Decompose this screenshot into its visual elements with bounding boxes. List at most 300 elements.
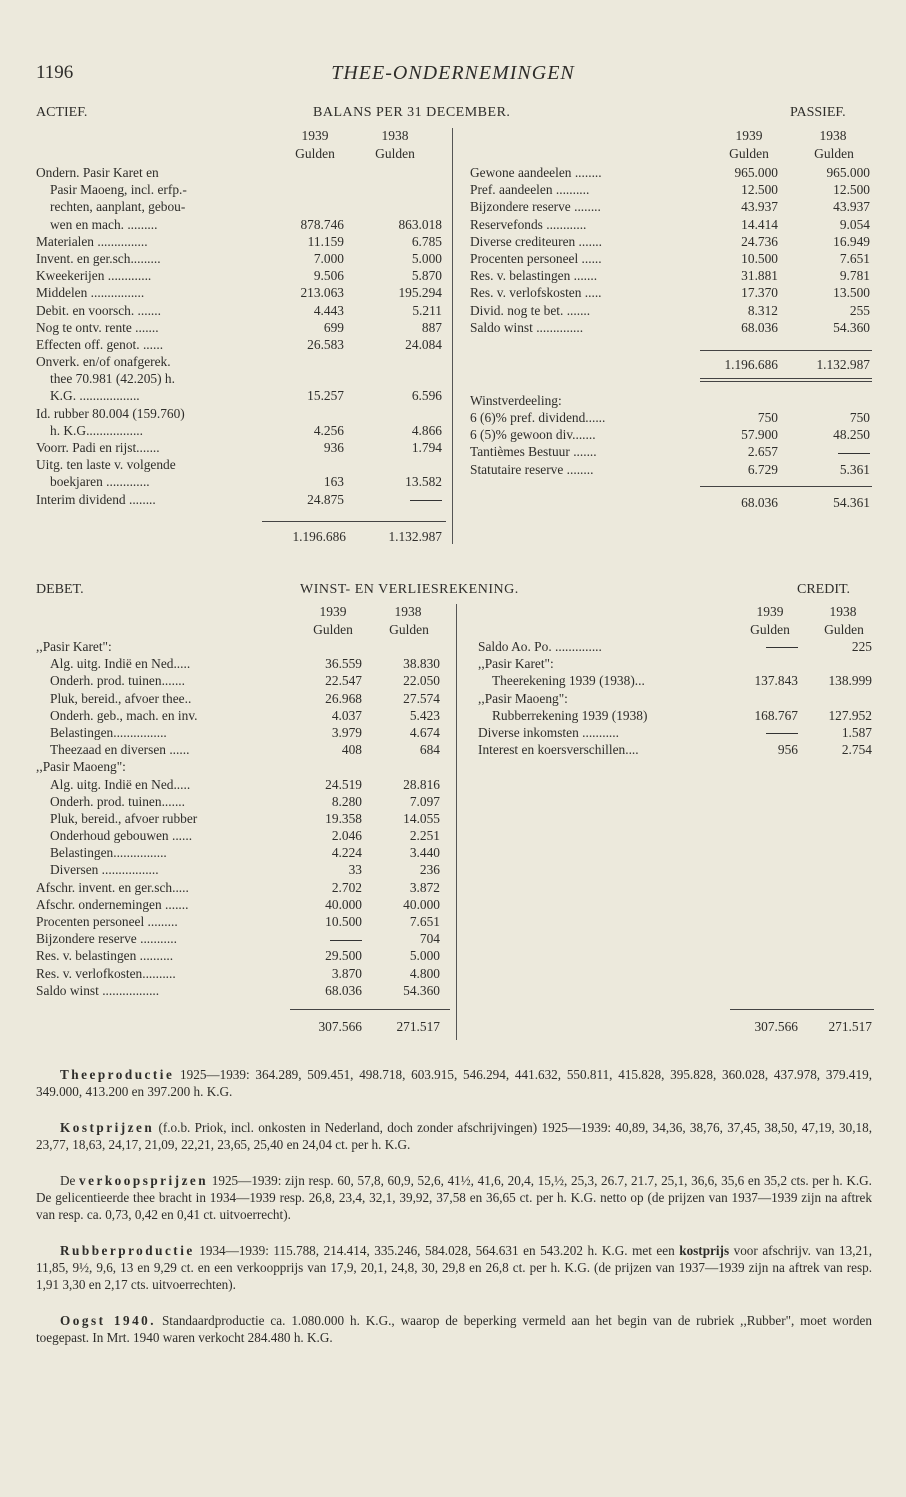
paragraph-verkoopsprijzen (36, 1172, 872, 1223)
value-1938: 9.054 (839, 216, 870, 232)
wv-debet-unit-1938: Gulden (389, 622, 429, 637)
value-1939: 956 (777, 742, 798, 758)
value-1938: 40.000 (403, 896, 440, 912)
passief-total-rule (700, 350, 872, 351)
value-1938: 138.999 (828, 673, 872, 689)
value-1938 (786, 443, 870, 460)
passief-list-row (470, 181, 880, 198)
debet-list-row (36, 930, 446, 947)
value-1938: 5.361 (839, 461, 870, 477)
balans-passief-year-1939: 1939 (735, 128, 763, 143)
actief-total-1939: 1.196.686 (292, 529, 346, 544)
value-1939: 57.900 (741, 427, 778, 443)
credit-total-rule (730, 1009, 874, 1010)
actief-list-row (36, 267, 446, 284)
value-1938: 54.360 (833, 319, 870, 335)
passief-total-row (470, 356, 880, 373)
row-label: Onderh. geb., mach. en inv. (50, 707, 198, 723)
credit-list-row (478, 741, 888, 758)
value-1938: 5.000 (411, 250, 442, 266)
value-1939: 15.257 (307, 388, 344, 404)
passief-list (470, 164, 880, 336)
passief-total-1939: 1.196.686 (724, 357, 778, 372)
wv-credit-unit-1938: Gulden (824, 622, 864, 637)
passief-list-row (470, 233, 880, 250)
value-1938: 2.754 (841, 742, 872, 758)
balans-passief-heading: PASSIEF. (790, 105, 846, 120)
lead-verkoopsprijzen: verkoopsprijzen (79, 1173, 209, 1188)
passief-list-row (470, 267, 880, 284)
balans-actief-unit-1938: Gulden (375, 146, 415, 161)
row-label: Gewone aandeelen ........ (470, 165, 602, 180)
balans-actief-heading: ACTIEF. (36, 105, 88, 120)
actief-list-row (36, 405, 446, 422)
value-1938: 7.651 (409, 914, 440, 929)
row-label: Procenten personeel ......... (36, 914, 178, 929)
paragraph-kostprijzen (36, 1119, 872, 1153)
value-1939: 2.702 (331, 879, 362, 895)
value-1939: 2.046 (331, 828, 362, 844)
row-label: Pasir Maoeng, incl. erfp.- (50, 182, 187, 198)
row-label: boekjaren ............. (50, 474, 150, 490)
value-1939: 6.729 (747, 461, 778, 477)
credit-total-1939: 307.566 (754, 1019, 798, 1034)
row-label: Uitg. ten laste v. volgende (36, 457, 176, 473)
value-1939: 10.500 (325, 914, 362, 929)
passief-list-row (470, 164, 880, 181)
row-label: Reservefonds ............ (470, 216, 587, 232)
value-1938: 6.596 (411, 388, 442, 404)
actief-list-row (36, 250, 446, 267)
row-label: Divid. nog te bet. ....... (470, 302, 591, 318)
value-1939: 9.506 (313, 268, 344, 284)
debet-list-row (36, 827, 446, 844)
value-1938: 22.050 (403, 673, 440, 689)
value-1939: 4.443 (313, 302, 344, 318)
value-1938: 195.294 (398, 285, 442, 301)
debet-list-row (36, 776, 446, 793)
winstverdeeling-total-row (470, 494, 880, 511)
actief-list-row (36, 439, 446, 456)
value-1938: 6.785 (411, 233, 442, 249)
row-label: Alg. uitg. Indië en Ned..... (50, 776, 191, 792)
value-1938: 38.830 (403, 656, 440, 672)
value-1939: 3.870 (331, 965, 362, 981)
row-label: Onderh. prod. tuinen....... (50, 793, 185, 809)
value-1939: 2.657 (747, 444, 778, 460)
row-label: Materialen ............... (36, 233, 148, 249)
value-1939: 8.312 (747, 302, 778, 318)
value-1938 (358, 491, 442, 508)
row-label: Ondern. Pasir Karet en (36, 165, 159, 180)
row-label: K.G. .................. (50, 388, 140, 404)
value-1938: 255 (849, 302, 870, 318)
passief-list-row (470, 216, 880, 233)
row-label: Saldo Ao. Po. .............. (478, 639, 602, 654)
row-label: Diversen ................. (50, 862, 159, 878)
row-label: Procenten personeel ...... (470, 250, 602, 266)
actief-list (36, 164, 446, 508)
balans-passief-unit-1939: Gulden (729, 146, 769, 161)
row-label: Kweekerijen ............. (36, 268, 152, 284)
actief-list-row (36, 164, 446, 181)
credit-total-1938: 271.517 (828, 1019, 872, 1034)
wv-credit-unit-1939: Gulden (750, 622, 790, 637)
actief-list-row (36, 216, 446, 233)
debet-list-row (36, 793, 446, 810)
value-1939: 4.037 (331, 707, 362, 723)
credit-list-row (478, 638, 888, 655)
row-label: Afschr. ondernemingen ....... (36, 896, 189, 912)
winstverdeeling-list-row (470, 443, 880, 460)
credit-list-row (478, 724, 888, 741)
nil-dash (838, 453, 870, 454)
passief-list-row (470, 302, 880, 319)
actief-list-row (36, 233, 446, 250)
actief-list-row (36, 302, 446, 319)
value-1938: 27.574 (403, 690, 440, 706)
pre-verkoopsprijzen: De (60, 1173, 80, 1188)
row-label: Bijzondere reserve ........... (36, 931, 177, 947)
value-1938: 225 (851, 639, 872, 654)
debet-list-row (36, 861, 446, 878)
text-theeproductie: 1925—1939: 364.289, 509.451, 498.718, 603.915, 546.294, 441.632, 550.811, 415.828, 395.828, 360.028, 437.978, 379.419, 349.000, 413.200 en 397.200 h. K.G. (36, 1067, 872, 1099)
row-label: Belastingen................ (50, 845, 167, 861)
debet-list (36, 638, 446, 999)
value-1939: 408 (341, 742, 362, 758)
row-label: Interim dividend ........ (36, 491, 156, 507)
debet-list-row (36, 879, 446, 896)
wv-debet-year-1939: 1939 (319, 604, 347, 619)
running-title: THEE-ONDERNEMINGEN (331, 62, 575, 84)
value-1939: 3.979 (331, 724, 362, 740)
passief-double-rule-2 (700, 381, 872, 382)
wv-debet-year-1938: 1938 (394, 604, 422, 619)
wv-debet-heading: DEBET. (36, 582, 84, 597)
row-label: 6 (6)% pref. dividend...... (470, 410, 606, 425)
value-1939: 878.746 (300, 216, 344, 232)
row-label: Middelen ................ (36, 285, 145, 301)
winstverdeeling-list (470, 409, 880, 478)
value-1938: 3.872 (409, 879, 440, 895)
paragraph-rubberproductie (36, 1242, 872, 1293)
wv-credit-heading: CREDIT. (797, 582, 851, 597)
actief-list-row (36, 387, 446, 404)
value-1939: 22.547 (325, 673, 362, 689)
value-1938: 9.781 (839, 268, 870, 284)
value-1939: 7.000 (313, 250, 344, 266)
row-label: wen en mach. ......... (50, 216, 158, 232)
row-label: Theezaad en diversen ...... (50, 742, 190, 758)
row-label: Res. v. belastingen .......... (36, 948, 174, 964)
value-1938: 704 (419, 931, 440, 947)
row-label: Diverse inkomsten ........... (478, 724, 619, 740)
debet-list-row (36, 672, 446, 689)
row-label: thee 70.981 (42.205) h. (50, 371, 175, 387)
actief-list-row (36, 456, 446, 473)
row-label: Bijzondere reserve ........ (470, 199, 601, 215)
value-1939: 26.968 (325, 690, 362, 706)
row-label: Invent. en ger.sch......... (36, 250, 161, 266)
value-1938: 5.870 (411, 268, 442, 284)
value-1939: 12.500 (741, 182, 778, 198)
row-label: Diverse crediteuren ....... (470, 233, 602, 249)
winstverdeeling-total-1939: 68.036 (741, 495, 778, 510)
credit-list-row (478, 672, 888, 689)
value-1939 (714, 638, 798, 655)
text-rubberproductie: 1934—1939: 115.788, 214.414, 335.246, 584.028, 564.631 en 543.202 h. K.G. met een (194, 1243, 680, 1258)
wv-divider (456, 604, 457, 1040)
actief-total-row (36, 528, 446, 545)
debet-list-row (36, 758, 446, 775)
actief-list-row (36, 491, 446, 508)
value-1939: 36.559 (325, 656, 362, 672)
row-label: Rubberrekening 1939 (1938) (492, 707, 648, 723)
actief-list-row (36, 353, 446, 370)
debet-total-1939: 307.566 (318, 1019, 362, 1034)
credit-list-row (478, 690, 888, 707)
value-1938: 14.055 (403, 810, 440, 826)
debet-list-row (36, 741, 446, 758)
balans-divider (452, 128, 453, 544)
actief-list-row (36, 336, 446, 353)
winstverdeeling-list-row (470, 426, 880, 443)
value-1939: 19.358 (325, 810, 362, 826)
value-1938: 4.800 (409, 965, 440, 981)
value-1938: 48.250 (833, 427, 870, 443)
row-label: Onverk. en/of onafgerek. (36, 354, 171, 370)
balans-actief-unit-1939: Gulden (295, 146, 335, 161)
value-1939: 68.036 (325, 982, 362, 998)
winstverdeeling-total-rule (700, 486, 872, 487)
value-1939: 8.280 (331, 793, 362, 809)
debet-list-row (36, 724, 446, 741)
debet-total-row (36, 1018, 446, 1035)
value-1938: 16.949 (833, 233, 870, 249)
balans-title: BALANS PER 31 DECEMBER. (313, 105, 511, 120)
actief-list-row (36, 284, 446, 301)
value-1938: 1.587 (841, 724, 872, 740)
value-1939: 24.736 (741, 233, 778, 249)
balans-passief-unit-1938: Gulden (814, 146, 854, 161)
value-1938: 12.500 (833, 182, 870, 198)
passief-list-row (470, 198, 880, 215)
debet-list-row (36, 896, 446, 913)
value-1938: 863.018 (398, 216, 442, 232)
lead-oogst: Oogst 1940. (60, 1313, 157, 1328)
actief-total-rule (262, 521, 446, 522)
value-1939: 163 (323, 474, 344, 490)
value-1939 (714, 724, 798, 741)
lead-rubberproductie: Rubberproductie (60, 1243, 195, 1258)
row-label: Afschr. invent. en ger.sch..... (36, 879, 189, 895)
text-verkoopsprijzen: 1925—1939: zijn resp. 60, 57,8, 60,9, 52,6, 41½, 41,6, 20,4, 15,½, 25,3, 26.7, 21.7, 25,1, 36,6, 35,6 en 35,2 cts. per h. K.G. De gelicentieerde thee bracht in 1934—1939 resp. 26,8, 23,4, 32,1, 39,92, 37,58 en 36,65 ct. per h. K.G. netto op (de prijzen van 1937—1939 zijn na aftrek van resp. ca. 0,73, 0,42 en 0,41 ct. uitvoerrecht). (36, 1173, 872, 1222)
text-rubberproductie-2: voor afschrijv. van 13,21, 11,85, 9½, 9,6, 13 en 9,29 ct. en een verkoopprijs van 17,9, 20,1, 24,8, 30, 29,8 en 26,8 ct. per h. K.G. (de prijzen van 1937—1939 zijn na aftrek van resp. 1,91 3,30 en 2,17 cts. uitvoerrechten). (36, 1243, 872, 1292)
text-kostprijzen: (f.o.b. Priok, incl. onkosten in Nederland, doch zonder afschrijvingen) 1925—1939: 40,89, 34,36, 38,76, 37,45, 38,50, 47,19, 30,18, 23,77, 18,63, 24,17, 21,09, 22,21, 23,65, 25,40 en 24,04 ct. per h. K.G. (36, 1120, 872, 1152)
row-label: ,,Pasir Maoeng": (478, 690, 568, 706)
row-label: Interest en koersverschillen.... (478, 742, 639, 758)
value-1938: 965.000 (826, 165, 870, 180)
value-1938: 684 (419, 742, 440, 758)
paragraph-oogst (36, 1312, 872, 1346)
value-1938: 127.952 (828, 707, 872, 723)
credit-list-row (478, 655, 888, 672)
value-1939: 31.881 (741, 268, 778, 284)
value-1939: 26.583 (307, 336, 344, 352)
debet-list-row (36, 844, 446, 861)
row-label: rechten, aanplant, gebou- (50, 199, 186, 215)
value-1938: 5.000 (409, 948, 440, 964)
balans-actief-year-1938: 1938 (381, 128, 409, 143)
value-1939: 29.500 (325, 948, 362, 964)
lead-theeproductie: Theeproductie (60, 1067, 175, 1082)
row-label: Alg. uitg. Indië en Ned..... (50, 656, 191, 672)
row-label: Theerekening 1939 (1938)... (492, 673, 645, 689)
debet-list-row (36, 965, 446, 982)
passief-list-row (470, 250, 880, 267)
value-1938: 24.084 (405, 336, 442, 352)
row-label: Debit. en voorsch. ....... (36, 302, 161, 318)
debet-list-row (36, 638, 446, 655)
winstverdeeling-list-row (470, 409, 880, 426)
text-oogst: Standaardproductie ca. 1.080.000 h. K.G., waarop de beperking vermeld aan het begin van de rubriek ,,Rubber", moet worden toegepast. In Mrt. 1940 waren verkocht 284.480 h. K.G. (36, 1313, 873, 1345)
value-1939: 213.063 (300, 285, 344, 301)
value-1939: 4.256 (313, 422, 344, 438)
value-1938: 750 (849, 410, 870, 425)
value-1939: 24.519 (325, 776, 362, 792)
winstverdeeling-list-row (470, 461, 880, 478)
debet-list-row (36, 707, 446, 724)
value-1938: 5.423 (409, 707, 440, 723)
debet-total-rule (290, 1009, 450, 1010)
page-number: 1196 (36, 62, 74, 83)
actief-total-1938: 1.132.987 (388, 529, 442, 544)
debet-list-row (36, 913, 446, 930)
wv-title: WINST- EN VERLIESREKENING. (300, 582, 519, 597)
value-1938: 7.651 (839, 250, 870, 266)
row-label: Res. v. verlofskosten ..... (470, 285, 602, 301)
value-1939: 137.843 (754, 673, 798, 689)
row-label: Saldo winst .............. (470, 319, 584, 335)
value-1938: 5.211 (412, 302, 442, 318)
value-1938: 1.794 (411, 440, 442, 455)
row-label: Nog te ontv. rente ....... (36, 319, 159, 335)
value-1938: 2.251 (409, 828, 440, 844)
value-1939: 24.875 (307, 491, 344, 507)
value-1939: 43.937 (741, 199, 778, 215)
debet-list-row (36, 810, 446, 827)
row-label: Res. v. belastingen ....... (470, 268, 598, 284)
passief-list-row (470, 319, 880, 336)
value-1939: 17.370 (741, 285, 778, 301)
passief-double-rule-1 (700, 378, 872, 379)
value-1939: 168.767 (754, 707, 798, 723)
value-1938: 13.582 (405, 474, 442, 490)
value-1939: 965.000 (734, 165, 778, 180)
value-1938: 7.097 (409, 793, 440, 809)
row-label: Res. v. verlofkosten.......... (36, 965, 176, 981)
row-label: ,,Pasir Karet": (36, 639, 112, 654)
value-1939: 33 (348, 862, 362, 878)
value-1939: 11.159 (307, 233, 344, 249)
value-1938: 4.866 (411, 422, 442, 438)
actief-list-row (36, 370, 446, 387)
value-1939: 4.224 (331, 845, 362, 861)
debet-list-row (36, 982, 446, 999)
row-label: Voorr. Padi en rijst....... (36, 440, 160, 455)
debet-list-row (36, 655, 446, 672)
actief-list-row (36, 319, 446, 336)
row-label: Onderhoud gebouwen ...... (50, 828, 193, 844)
credit-total-row (478, 1018, 888, 1035)
debet-list-row (36, 947, 446, 964)
value-1938: 28.816 (403, 776, 440, 792)
value-1939: 14.414 (741, 216, 778, 232)
passief-total-1938: 1.132.987 (816, 357, 870, 372)
wv-credit-year-1938: 1938 (829, 604, 857, 619)
row-label: 6 (5)% gewoon div....... (470, 427, 596, 443)
row-label: ,,Pasir Karet": (478, 656, 554, 672)
balans-actief-year-1939: 1939 (301, 128, 329, 143)
row-label: ,,Pasir Maoeng": (36, 759, 126, 775)
value-1938: 54.360 (403, 982, 440, 998)
bold-kostprijs: kostprijs (679, 1243, 730, 1258)
row-label: Effecten off. genot. ...... (36, 336, 164, 352)
paragraph-theeproductie (36, 1066, 872, 1100)
value-1939: 40.000 (325, 896, 362, 912)
row-label: Pluk, bereid., afvoer rubber (50, 810, 198, 826)
value-1939: 750 (757, 410, 778, 425)
row-label: Onderh. prod. tuinen....... (50, 673, 185, 689)
row-label: Id. rubber 80.004 (159.760) (36, 405, 185, 421)
value-1939: 10.500 (741, 250, 778, 266)
winstverdeeling-head-row (470, 392, 880, 409)
row-label: Belastingen................ (50, 724, 167, 740)
value-1938: 887 (421, 319, 442, 335)
actief-list-row (36, 198, 446, 215)
value-1939: 936 (323, 440, 344, 455)
winstverdeeling-total-1938: 54.361 (833, 495, 870, 510)
row-label: h. K.G................. (50, 422, 143, 438)
value-1938: 43.937 (833, 199, 870, 215)
passief-list-row (470, 284, 880, 301)
balans-passief-year-1938: 1938 (819, 128, 847, 143)
actief-list-row (36, 473, 446, 490)
credit-list (478, 638, 888, 758)
row-label: Saldo winst ................. (36, 982, 160, 998)
row-label: Pref. aandeelen .......... (470, 182, 590, 198)
winstverdeeling-heading: Winstverdeeling: (470, 393, 562, 408)
debet-list-row (36, 690, 446, 707)
value-1939 (278, 930, 362, 947)
row-label: Tantièmes Bestuur ....... (470, 444, 597, 460)
debet-total-1938: 271.517 (396, 1019, 440, 1034)
row-label: Statutaire reserve ........ (470, 461, 594, 477)
lead-kostprijzen: Kostprijzen (60, 1120, 155, 1135)
nil-dash (410, 500, 442, 501)
credit-list-row (478, 707, 888, 724)
value-1938: 3.440 (409, 845, 440, 861)
wv-debet-unit-1939: Gulden (313, 622, 353, 637)
value-1938: 13.500 (833, 285, 870, 301)
value-1939: 68.036 (741, 319, 778, 335)
statistics-paragraphs (36, 1066, 872, 1365)
actief-list-row (36, 422, 446, 439)
value-1938: 236 (419, 862, 440, 878)
wv-credit-year-1939: 1939 (756, 604, 784, 619)
row-label: Pluk, bereid., afvoer thee.. (50, 690, 192, 706)
value-1939: 699 (323, 319, 344, 335)
